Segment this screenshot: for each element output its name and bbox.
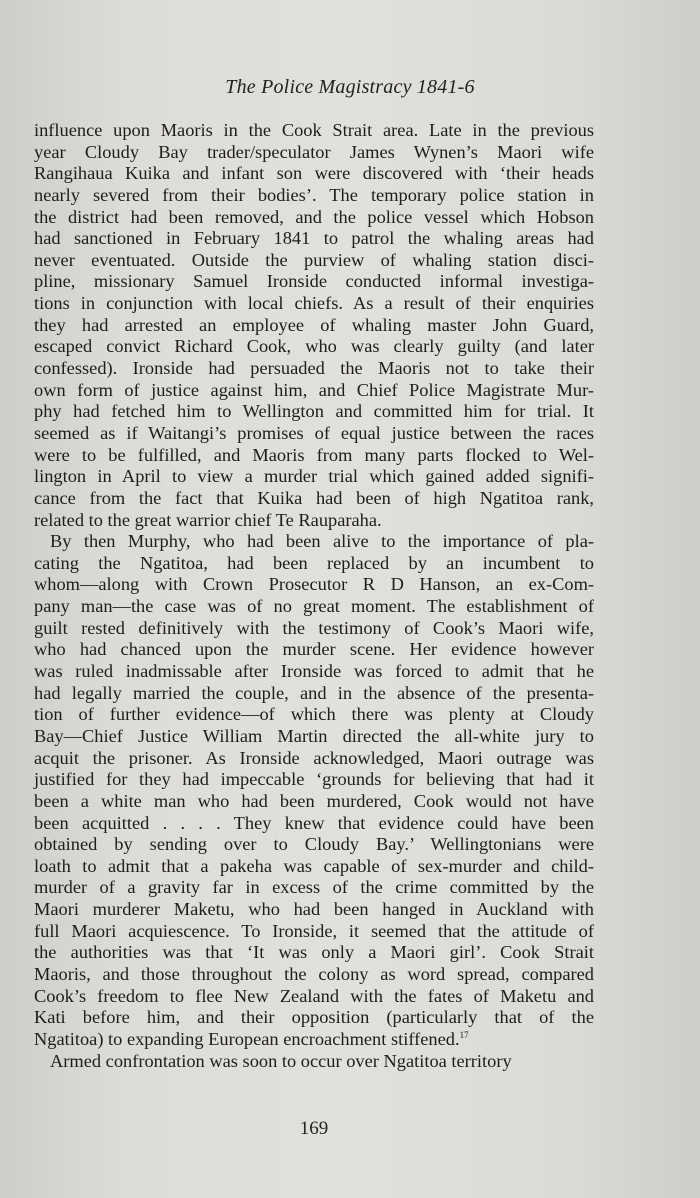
text-line: Rangihaua Kuika and infant son were discovered with ‘their heads [34,163,594,184]
text-line: been a white man who had been murdered, Cook would not have [34,790,594,811]
text-line: who had chanced upon the murder scene. Her evidence however [34,639,594,660]
text-line: pany man—the case was of no great moment. The establishment of [34,596,594,617]
text-line: year Cloudy Bay trader/speculator James Wynen’s Maori wife [34,141,594,162]
text-line: loath to admit that a pakeha was capable of sex-murder and child- [34,855,594,876]
paragraph-start-line: By then Murphy, who had been alive to the importance of pla- [50,531,594,552]
text-line-content: Ngatitoa) to expanding European encroachment stiffened. [34,1028,460,1049]
text-line: own form of justice against him, and Chief Police Magistrate Mur- [34,379,594,400]
text-line: Bay—Chief Justice William Martin directed the all-white jury to [34,725,594,746]
text-line: cating the Ngatitoa, had been replaced by an incumbent to [34,552,594,573]
text-line: were to be fulfilled, and Maoris from many parts flocked to Wel- [34,444,594,465]
paragraph-end-line: related to the great warrior chief Te Rauparaha. [34,509,382,530]
text-line: tion of further evidence—of which there was plenty at Cloudy [34,704,594,725]
text-line: obtained by sending over to Cloudy Bay.’ Wellingtonians were [34,834,594,855]
text-line: cance from the fact that Kuika had been of high Ngatitoa rank, [34,487,594,508]
text-line: justified for they had impeccable ‘grounds for believing that had it [34,769,594,790]
text-line: they had arrested an employee of whaling master John Guard, [34,314,594,335]
footnote-marker: 17 [459,1029,469,1040]
text-line: had sanctioned in February 1841 to patrol the whaling areas had [34,228,594,249]
text-line: whom—along with Crown Prosecutor R D Hanson, an ex-Com- [34,574,594,595]
text-line: never eventuated. Outside the purview of whaling station disci- [34,249,594,270]
text-line: the authorities was that ‘It was only a Maori girl’. Cook Strait [34,942,594,963]
text-line: Maori murderer Maketu, who had been hanged in Auckland with [34,899,594,920]
running-head: The Police Magistracy 1841-6 [225,76,475,98]
text-line: been acquitted . . . . They knew that evidence could have been [34,812,594,833]
text-line: nearly severed from their bodies’. The temporary police station in [34,184,594,205]
text-line: phy had fetched him to Wellington and committed him for trial. It [34,401,594,422]
text-line: seemed as if Waitangi’s promises of equal justice between the races [34,422,594,443]
text-line: had legally married the couple, and in the absence of the presenta- [34,682,594,703]
page-number: 169 [299,1118,329,1139]
text-line: Maoris, and those throughout the colony as word spread, compared [34,963,594,984]
text-line: Kati before him, and their opposition (particularly that of the [34,1007,594,1028]
text-line: guilt rested definitively with the testimony of Cook’s Maori wife, [34,617,594,638]
text-line: Cook’s freedom to flee New Zealand with the fates of Maketu and [34,985,594,1006]
body-text [34,120,594,1072]
text-line: tions in conjunction with local chiefs. As a result of their enquiries [34,293,594,314]
text-line: influence upon Maoris in the Cook Strait area. Late in the previous [34,120,594,140]
paragraph-start-line: Armed confrontation was soon to occur over Ngatitoa territory [50,1050,512,1071]
text-line: murder of a gravity far in excess of the crime committed by the [34,877,594,898]
text-line: the district had been removed, and the police vessel which Hobson [34,206,594,227]
text-line: full Maori acquiescence. To Ironside, it seemed that the attitude of [34,920,594,941]
paragraph-end-line [34,1029,594,1051]
text-line: lington in April to view a murder trial which gained added signifi- [34,466,594,487]
text-line: acquit the prisoner. As Ironside acknowledged, Maori outrage was [34,747,594,768]
text-line: pline, missionary Samuel Ironside conducted informal investiga- [34,271,594,292]
text-line: was ruled inadmissable after Ironside was forced to admit that he [34,661,594,682]
text-line: confessed). Ironside had persuaded the Maoris not to take their [34,358,594,379]
text-line: escaped convict Richard Cook, who was clearly guilty (and later [34,336,594,357]
